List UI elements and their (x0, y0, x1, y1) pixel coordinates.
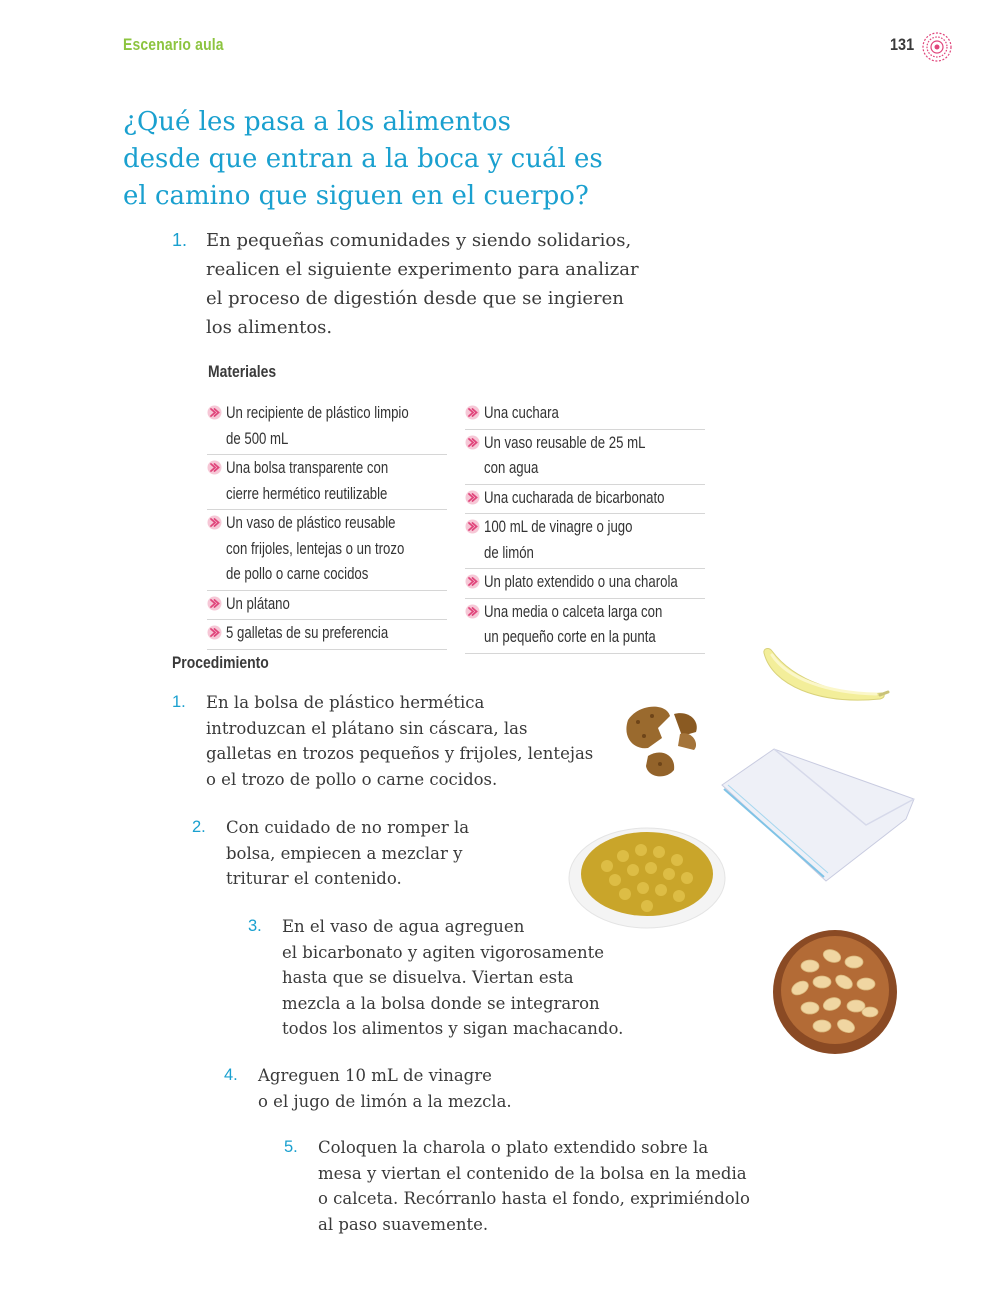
step-line: al paso suavemente. (318, 1214, 489, 1234)
section-label: Escenario aula (123, 35, 224, 54)
intro-line: En pequeñas comunidades y siendo solidarios, (206, 230, 632, 251)
page-ornament-icon (921, 31, 953, 63)
material-item (465, 485, 705, 515)
material-line: de limón (484, 543, 534, 562)
material-item (207, 455, 447, 510)
intro-instruction (172, 226, 692, 342)
step-line: hasta que se disuelva. Viertan esta (282, 968, 574, 987)
material-line: Un recipiente de plástico limpio (226, 404, 409, 422)
procedure-step (224, 1063, 564, 1114)
material-line: de 500 mL (226, 429, 289, 448)
beans-bowl-image (770, 926, 900, 1058)
intro-number: 1. (172, 230, 188, 250)
material-line: cierre hermético reutilizable (226, 484, 388, 503)
step-line: o calceta. Recórranlo hasta el fondo, exprimiéndolo (318, 1189, 750, 1208)
step-number: 1. (172, 693, 186, 711)
material-item (465, 430, 705, 485)
step-line: En la bolsa de plástico hermética (206, 693, 485, 712)
page-title (123, 104, 683, 215)
step-line: Con cuidado de no romper la (226, 818, 470, 837)
material-line: con frijoles, lentejas o un trozo (226, 539, 405, 558)
materials-list-left (207, 400, 447, 650)
material-line: 5 galletas de su preferencia (226, 624, 389, 642)
step-line: o el jugo de limón a la mezcla. (258, 1091, 512, 1111)
material-item (465, 400, 705, 430)
chevron-bullet-icon (465, 604, 480, 619)
chevron-bullet-icon (207, 515, 222, 530)
chevron-bullet-icon (465, 519, 480, 534)
procedure-step (192, 815, 522, 892)
step-line: mesa y viertan el contenido de la bolsa en la media (318, 1163, 747, 1183)
materials-list-right (465, 400, 705, 654)
material-line: Un plátano (226, 594, 290, 613)
cookie-pieces-image (618, 700, 704, 782)
step-line: Coloquen la charola o plato extendido sobre la (318, 1138, 709, 1157)
material-line: 100 mL de vinagre o jugo (484, 518, 633, 536)
chevron-bullet-icon (465, 490, 480, 505)
step-line: galletas en trozos pequeños y frijoles, lentejas (206, 744, 594, 763)
chevron-bullet-icon (465, 405, 480, 420)
material-item (207, 620, 447, 650)
page-number: 131 (890, 35, 915, 54)
procedure-step (248, 914, 668, 1042)
title-line: desde que entran a la boca y cuál es (123, 144, 603, 174)
material-line: Un vaso de plástico reusable (226, 514, 396, 532)
step-line: bolsa, empiecen a mezclar y (226, 843, 463, 863)
material-item (207, 510, 447, 591)
title-line: el camino que siguen en el cuerpo? (123, 181, 589, 211)
material-line: un pequeño corte en la punta (484, 628, 656, 646)
chevron-bullet-icon (465, 435, 480, 450)
material-item (465, 569, 705, 599)
procedure-heading: Procedimiento (172, 653, 269, 672)
intro-line: los alimentos. (206, 317, 333, 338)
title-line: ¿Qué les pasa a los alimentos (123, 107, 511, 137)
material-line: Una media o calceta larga con (484, 602, 663, 621)
chevron-bullet-icon (207, 460, 222, 475)
material-line: Un vaso reusable de 25 mL (484, 433, 646, 452)
step-line: En el vaso de agua agreguen (282, 917, 525, 936)
procedure-step (172, 690, 632, 792)
material-line: Un plato extendido o una charola (484, 573, 678, 591)
material-line: Una cucharada de bicarbonato (484, 488, 665, 507)
material-item (207, 400, 447, 455)
chevron-bullet-icon (465, 574, 480, 589)
material-item (207, 591, 447, 621)
step-number: 4. (224, 1066, 238, 1084)
chevron-bullet-icon (207, 405, 222, 420)
material-line: con agua (484, 459, 539, 477)
step-line: introduzcan el plátano sin cáscara, las (206, 718, 528, 738)
material-line: de pollo o carne cocidos (226, 565, 369, 583)
material-item (465, 514, 705, 569)
zip-bag-image (716, 745, 920, 885)
step-number: 5. (284, 1138, 298, 1156)
material-line: Una cuchara (484, 404, 559, 422)
lentils-plate-image (567, 818, 727, 930)
step-line: triturar el contenido. (226, 869, 402, 888)
material-item (465, 599, 705, 654)
step-line: Agreguen 10 mL de vinagre (258, 1066, 492, 1085)
materials-heading: Materiales (208, 362, 277, 381)
step-number: 2. (192, 818, 206, 836)
step-line: o el trozo de pollo o carne cocidos. (206, 769, 498, 789)
chevron-bullet-icon (207, 596, 222, 611)
step-line: el bicarbonato y agiten vigorosamente (282, 942, 605, 962)
procedure-step (284, 1135, 804, 1237)
step-line: todos los alimentos y sigan machacando. (282, 1019, 624, 1038)
intro-line: realicen el siguiente experimento para analizar (206, 259, 639, 280)
chevron-bullet-icon (207, 625, 222, 640)
step-number: 3. (248, 917, 262, 935)
intro-line: el proceso de digestión desde que se ingieren (206, 288, 624, 309)
step-line: mezcla a la bolsa donde se integraron (282, 993, 600, 1013)
material-line: Una bolsa transparente con (226, 459, 389, 477)
banana-image (758, 645, 890, 713)
